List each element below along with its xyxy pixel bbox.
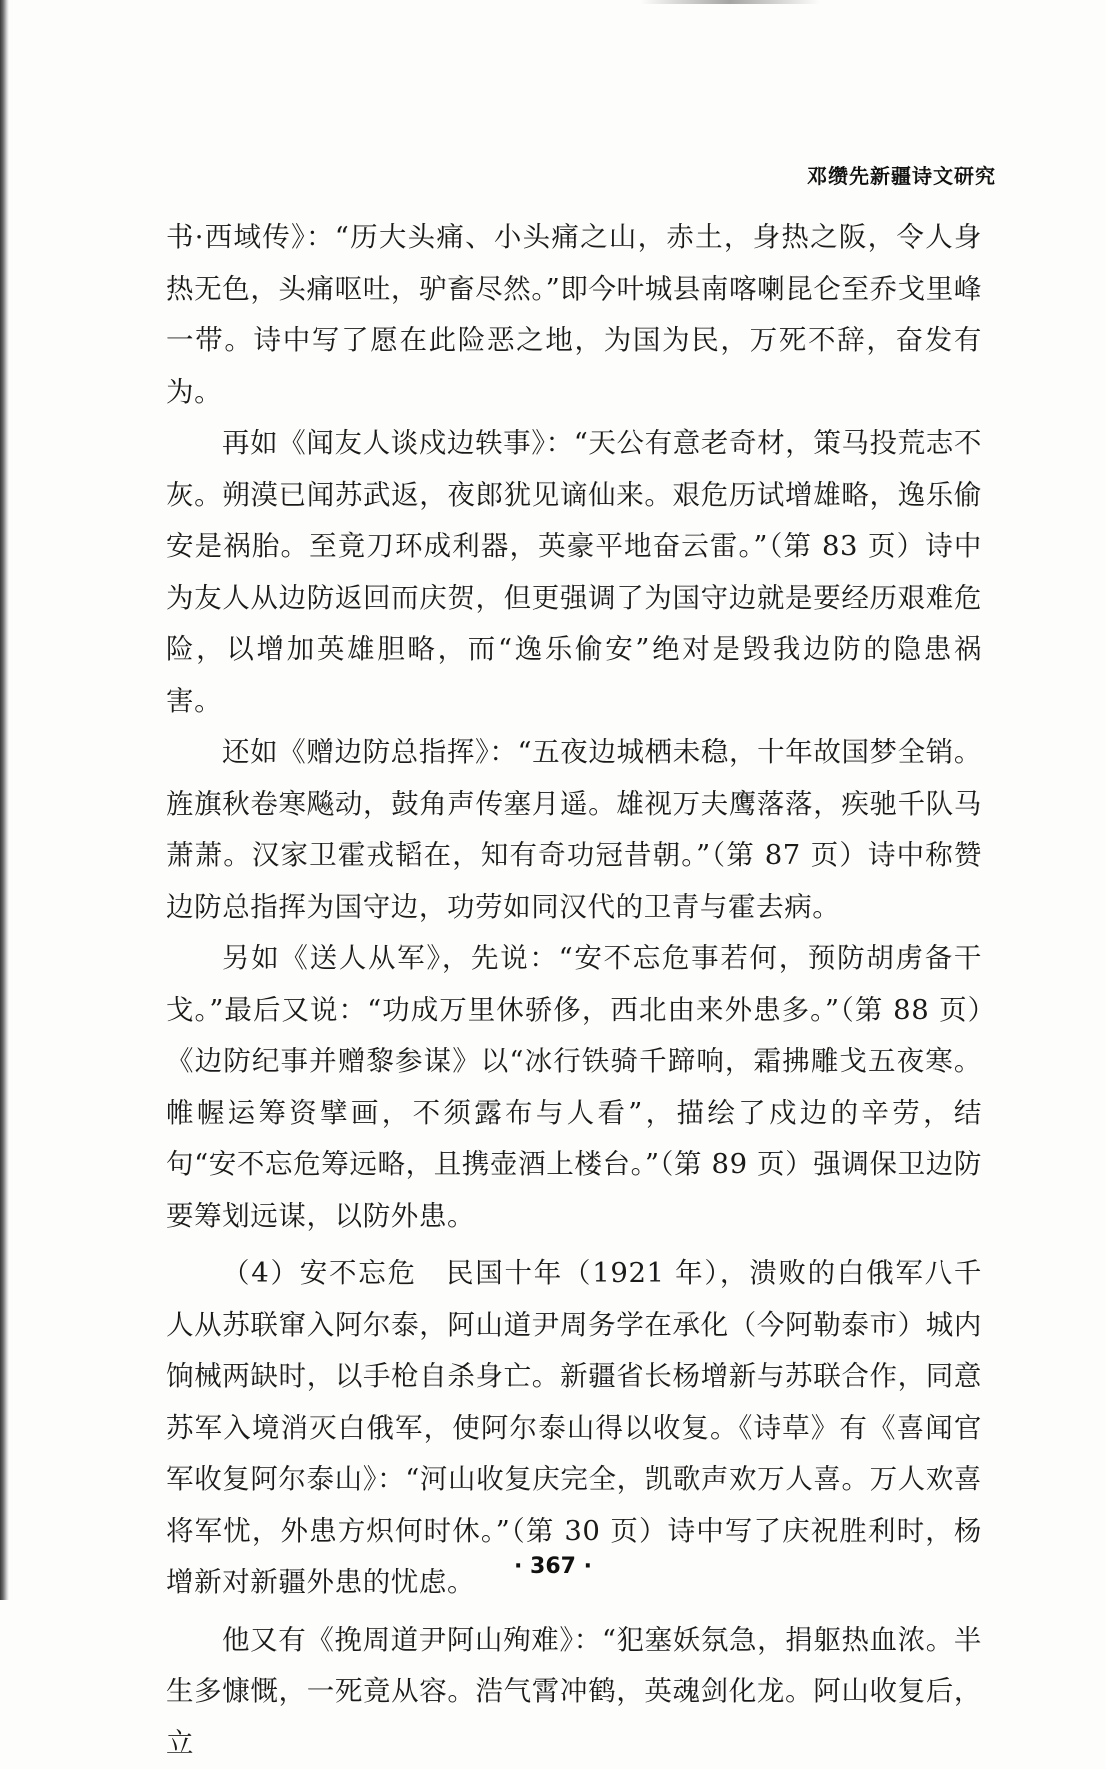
paragraph-4: 另如《送人从军》，先说：“安不忘危事若何，预防胡虏备干戈。”最后又说：“功成万里休骄侈，西北由来外患多。”（第 88 页）《边防纪事并赠黎参谋》以“冰行铁骑千蹄响，霜拂雕戈五夜寒。帷幄运筹资擘画，不须露布与人看”，描绘了戍边的辛劳，结句“安不忘危筹远略，且携壶酒上楼台。”（第 89 页）强调保卫边防要筹划远谋，以防外患。 — [166, 933, 982, 1242]
paragraph-3: 还如《赠边防总指挥》：“五夜边城栖未稳，十年故国梦全销。旌旗秋卷寒飚动，鼓角声传塞月遥。雄视万夫鹰落落，疾驰千队马萧萧。汉家卫霍戎韬在，知有奇功冠昔朝。”（第 87 页）诗中称赞边防总指挥为国守边，功劳如同汉代的卫青与霍去病。 — [166, 727, 982, 933]
body-text — [166, 212, 982, 1769]
paragraph-1: 书·西域传》：“历大头痛、小头痛之山，赤土，身热之阪，令人身热无色，头痛呕吐，驴畜尽然。”即今叶城县南喀喇昆仑至乔戈里峰一带。诗中写了愿在此险恶之地，为国为民，万死不辞，奋发有为。 — [166, 212, 982, 418]
scan-edge-left — [0, 0, 9, 1600]
paragraph-6: 他又有《挽周道尹阿山殉难》：“犯塞妖氛急，捐躯热血浓。半生多慷慨，一死竟从容。浩气霄冲鹤，英魂剑化龙。阿山收复后，立 — [166, 1615, 982, 1769]
paragraph-5: （4）安不忘危 民国十年（1921 年），溃败的白俄军八千人从苏联窜入阿尔泰，阿山道尹周务学在承化（今阿勒泰市）城内饷械两缺时，以手枪自杀身亡。新疆省长杨增新与苏联合作，同意苏军入境消灭白俄军，使阿尔泰山得以收复。《诗草》有《喜闻官军收复阿尔泰山》：“河山收复庆完全，凯歌声欢万人喜。万人欢喜将军忧，外患方炽何时休。”（第 30 页）诗中写了庆祝胜利时，杨增新对新疆外患的忧虑。 — [166, 1248, 982, 1609]
scan-edge-top — [640, 0, 820, 4]
running-head: 邓缵先新疆诗文研究 — [807, 160, 996, 189]
paragraph-2: 再如《闻友人谈戍边轶事》：“天公有意老奇材，策马投荒志不灰。朔漠已闻苏武返，夜郎犹见谪仙来。艰危历试增雄略，逸乐偷安是祸胎。至竟刀环成利器，英豪平地奋云雷。”（第 83 页）诗中为友人从边防返回而庆贺，但更强调了为国守边就是要经历艰难危险，以增加英雄胆略，而“逸乐偷安”绝对是毁我边防的隐患祸害。 — [166, 418, 982, 727]
page-number: · 367 · — [0, 1554, 1106, 1579]
